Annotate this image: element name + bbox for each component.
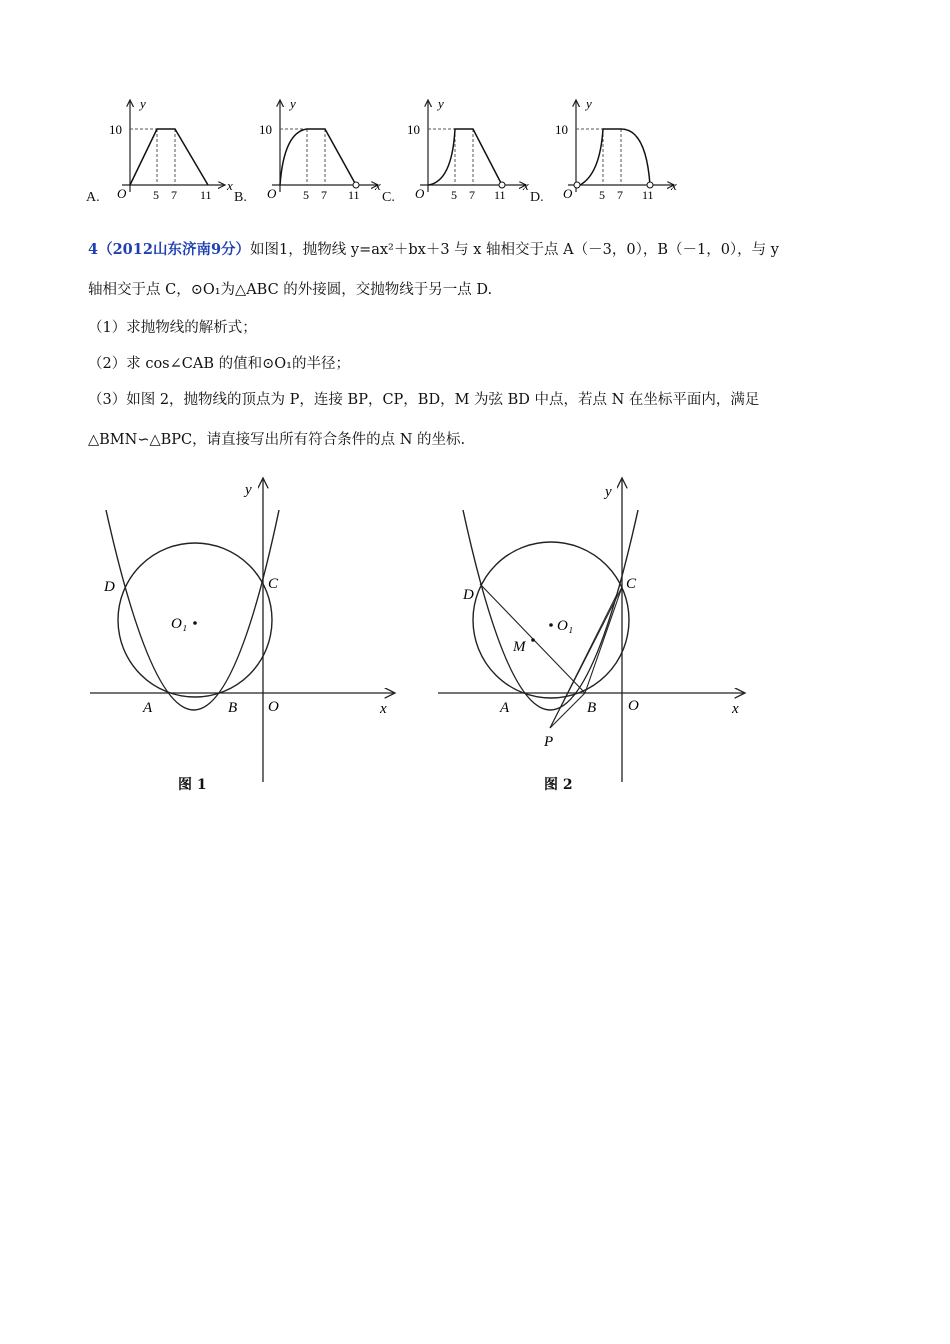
choice-c-graph xyxy=(398,92,538,210)
y-label: y xyxy=(140,96,146,111)
x-tick-5: 5 xyxy=(303,188,309,202)
function-curve xyxy=(280,129,356,185)
y-label: y xyxy=(438,96,444,111)
center-point xyxy=(549,623,553,627)
y-tick-10: 10 xyxy=(259,122,272,137)
origin-label: O xyxy=(628,698,639,714)
point-p-label: P xyxy=(544,734,554,750)
x-tick-11: 11 xyxy=(494,188,506,202)
x-tick-5: 5 xyxy=(451,188,457,202)
choice-b-graph xyxy=(250,92,390,210)
x-label: x xyxy=(227,178,233,193)
x-tick-5: 5 xyxy=(153,188,159,202)
question-3-line1: （3）如图 2，抛物线的顶点为 P，连接 BP，CP，BD，M 为弦 BD 中点，若点 N 在坐标平面内，满足 xyxy=(88,392,760,408)
choice-d-letter: D. xyxy=(530,190,544,205)
problem-line-1 xyxy=(88,240,779,260)
y-label: y xyxy=(245,482,252,498)
origin-label: O xyxy=(117,186,127,201)
origin-label: O xyxy=(267,186,277,201)
question-1: （1）求抛物线的解析式； xyxy=(88,320,257,336)
x-label: x xyxy=(380,701,387,717)
midpoint-m xyxy=(531,638,535,642)
y-label: y xyxy=(290,96,296,111)
center-point xyxy=(193,621,197,625)
point-b-label: B xyxy=(587,700,597,716)
choice-a-graph xyxy=(100,92,240,210)
origin-label: O xyxy=(415,186,425,201)
x-label: x xyxy=(671,178,677,193)
point-d-label: D xyxy=(104,579,115,595)
point-c-label: C xyxy=(268,576,279,592)
problem-header: 4（2012山东济南9分） xyxy=(88,241,251,258)
point-a-label: A xyxy=(500,700,510,716)
function-curve xyxy=(580,129,650,185)
point-a-label: A xyxy=(143,700,153,716)
x-label: x xyxy=(375,178,381,193)
point-b-label: B xyxy=(228,700,238,716)
question-3-line2: △BMN∽△BPC，请直接写出所有符合条件的点 N 的坐标. xyxy=(88,432,466,448)
problem-text-line1: 如图1，抛物线 y=ax²＋bx＋3 与 x 轴相交于点 A（－3，0），B（－1，0），与 y xyxy=(250,242,779,258)
figure-2 xyxy=(430,470,760,810)
parabola xyxy=(106,510,279,710)
problem-text-line2: 轴相交于点 C，⊙O₁为△ABC 的外接圆，交抛物线于另一点 D. xyxy=(88,282,493,298)
question-2: （2）求 cos∠CAB 的值和⊙O₁的半径； xyxy=(88,356,350,372)
center-label: O₁ xyxy=(171,616,188,632)
parabola xyxy=(463,510,638,710)
x-tick-7: 7 xyxy=(321,188,327,202)
y-tick-10: 10 xyxy=(555,122,568,137)
figure-2-caption: 图 2 xyxy=(544,777,573,793)
figure-1 xyxy=(80,470,410,810)
choice-d-graph xyxy=(546,92,686,210)
function-curve xyxy=(428,129,502,185)
point-d-label: D xyxy=(463,587,474,603)
function-curve xyxy=(130,129,208,185)
circumcircle xyxy=(118,543,272,697)
choice-b-letter: B. xyxy=(234,190,247,205)
y-label: y xyxy=(605,484,612,500)
figure-1-caption: 图 1 xyxy=(178,777,207,793)
x-tick-11: 11 xyxy=(642,188,654,202)
segment-pc-inner xyxy=(550,594,617,728)
origin-label: O xyxy=(268,699,279,715)
x-tick-7: 7 xyxy=(469,188,475,202)
x-tick-7: 7 xyxy=(617,188,623,202)
point-c-label: C xyxy=(626,576,637,592)
point-m-label: M xyxy=(513,639,526,655)
x-tick-11: 11 xyxy=(200,188,212,202)
x-label: x xyxy=(523,178,529,193)
origin-label: O xyxy=(563,186,573,201)
x-tick-7: 7 xyxy=(171,188,177,202)
choice-a-letter: A. xyxy=(86,190,100,205)
x-tick-5: 5 xyxy=(599,188,605,202)
y-label: y xyxy=(586,96,592,111)
choice-c-letter: C. xyxy=(382,190,395,205)
y-tick-10: 10 xyxy=(407,122,420,137)
x-label: x xyxy=(732,701,739,717)
y-tick-10: 10 xyxy=(109,122,122,137)
center-label: O₁ xyxy=(557,618,574,634)
x-tick-11: 11 xyxy=(348,188,360,202)
open-point-origin xyxy=(574,182,580,188)
